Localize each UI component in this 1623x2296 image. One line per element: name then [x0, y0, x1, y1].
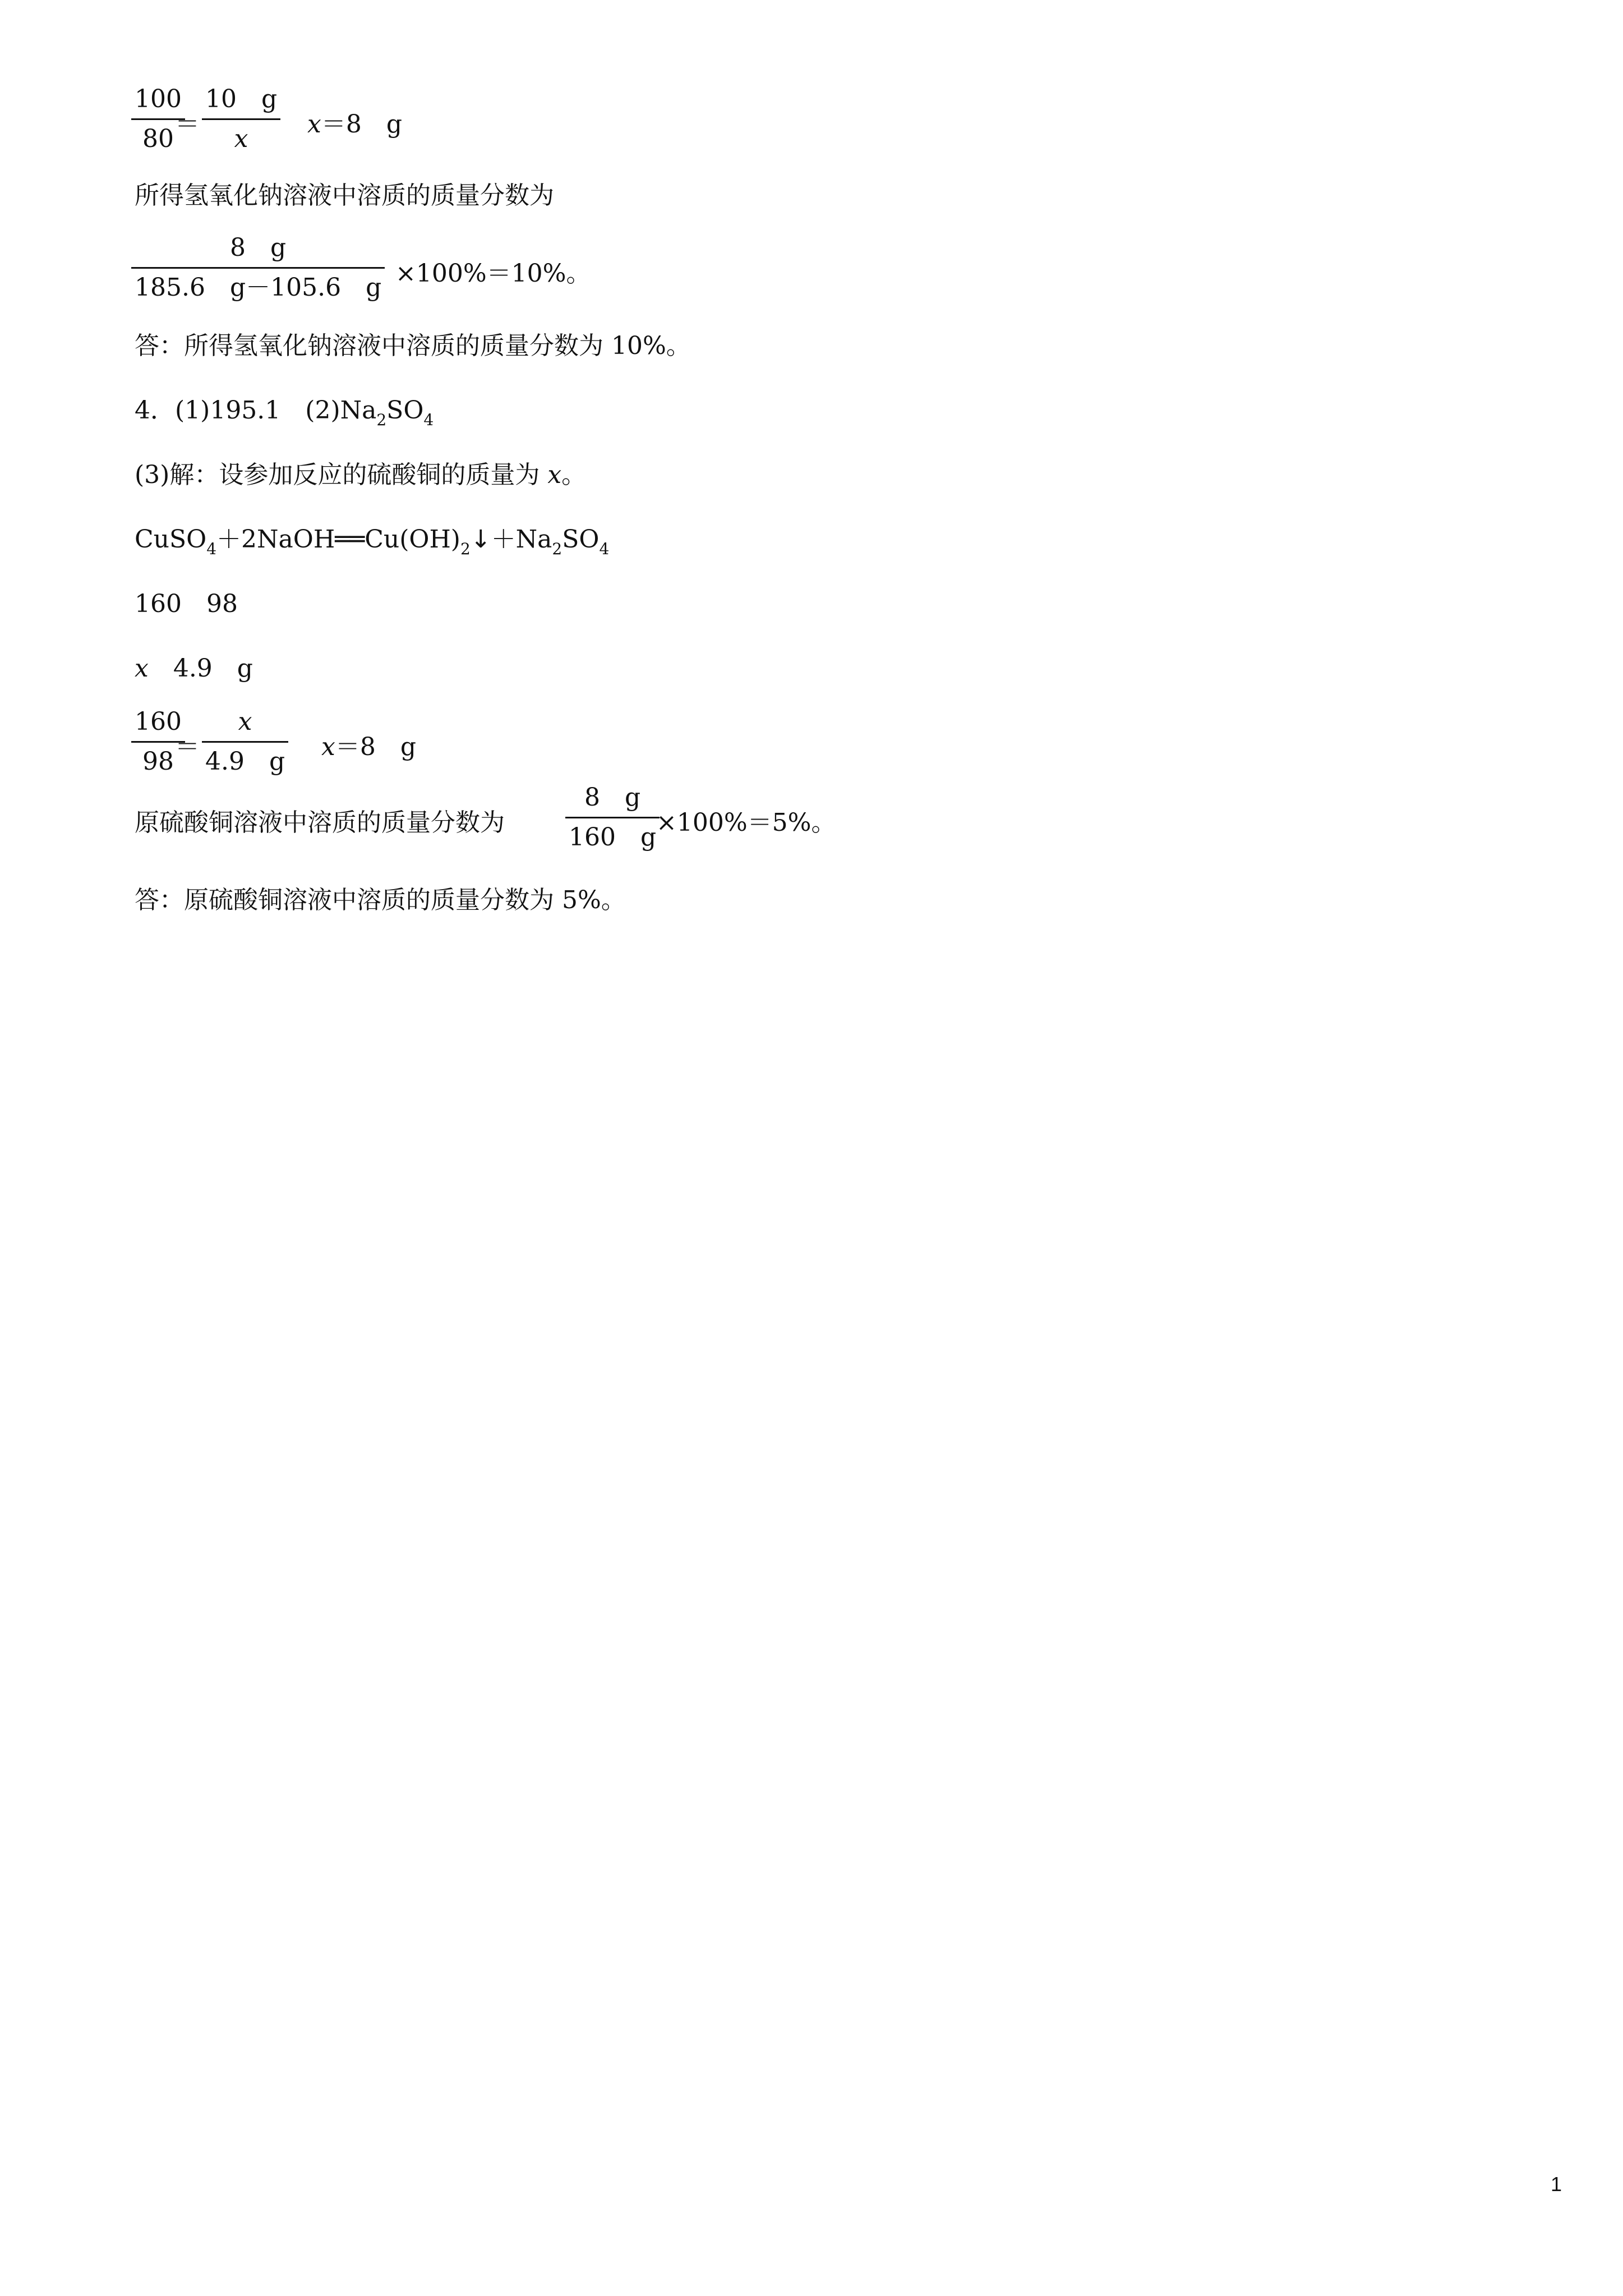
- fraction-bar: [131, 267, 385, 269]
- fraction-bar: [202, 741, 288, 743]
- naoh-calc-result: ×100%＝10%。: [395, 259, 591, 288]
- variable-x: x: [547, 461, 562, 489]
- q4-text: 4．(1)195.1 (2)Na: [135, 396, 377, 425]
- cuso4-calc-result: ×100%＝5%。: [656, 808, 836, 837]
- subscript: 4: [599, 540, 610, 558]
- reaction-part: ＋Na: [491, 525, 552, 554]
- fraction-bar: [202, 118, 280, 120]
- reaction-part: ＋2NaOH══Cu(OH): [216, 525, 460, 554]
- reaction-part: SO: [562, 525, 600, 554]
- subscript: 2: [460, 540, 471, 558]
- naoh-fraction-intro: 所得氢氧化钠溶液中溶质的质量分数为: [135, 181, 554, 210]
- naoh-answer: 答：所得氢氧化钠溶液中溶质的质量分数为 10%。: [135, 332, 691, 360]
- fraction-denominator: 80: [142, 125, 174, 153]
- values-row: [135, 656, 253, 681]
- variable-x: x: [135, 654, 149, 683]
- fraction-numerator: 10 g: [205, 85, 278, 113]
- result-x-8g: [321, 735, 416, 760]
- reaction-equation: [135, 527, 609, 557]
- variable-x: x: [321, 733, 335, 761]
- precipitate-arrow: ↓: [470, 525, 491, 554]
- fraction-denominator: x: [234, 125, 248, 153]
- fraction-denominator: 98: [142, 747, 174, 776]
- cuso4-calc-text: 原硫酸铜溶液中溶质的质量分数为: [135, 808, 505, 837]
- fraction-8g-160g: [565, 785, 660, 850]
- reaction-part: CuSO: [135, 525, 207, 554]
- equals-sign: ＝: [175, 110, 200, 139]
- result-value: ＝8 g: [335, 733, 416, 761]
- fraction-denominator: 4.9 g: [205, 747, 285, 776]
- fraction-numerator: 8 g: [230, 233, 287, 262]
- fraction-numerator: x: [238, 707, 252, 736]
- result-value: ＝8 g: [321, 110, 402, 139]
- fraction-10g-x: [202, 87, 280, 151]
- q4-formula-part: SO: [386, 396, 424, 425]
- fraction-numerator: 160: [135, 707, 182, 736]
- step-3-text: (3)解：设参加反应的硫酸铜的质量为: [135, 461, 548, 489]
- fraction-numerator: 8 g: [584, 783, 641, 812]
- fraction-naoh: [131, 233, 385, 302]
- fraction-denominator: 160 g: [569, 823, 657, 852]
- question-4-answers: [135, 398, 434, 428]
- step-3-end: 。: [561, 461, 587, 489]
- equals-sign: ＝: [175, 733, 200, 761]
- result-x-8g: [307, 112, 402, 137]
- values-rest: 4.9 g: [148, 654, 253, 683]
- fraction-denominator: 185.6 g－105.6 g: [135, 273, 382, 302]
- molar-masses-row: 160 98: [135, 590, 238, 618]
- subscript: 2: [376, 411, 387, 429]
- question-4-step-3: [135, 463, 586, 487]
- cuso4-answer: 答：原硫酸铜溶液中溶质的质量分数为 5%。: [135, 886, 626, 914]
- subscript: 2: [552, 540, 562, 558]
- page-number: 1: [1551, 2173, 1562, 2196]
- subscript: 4: [206, 540, 217, 558]
- subscript: 4: [423, 411, 434, 429]
- fraction-numerator: 100: [135, 85, 182, 113]
- fraction-x-4.9g: [202, 707, 288, 776]
- fraction-bar: [565, 817, 660, 818]
- variable-x: x: [307, 110, 321, 139]
